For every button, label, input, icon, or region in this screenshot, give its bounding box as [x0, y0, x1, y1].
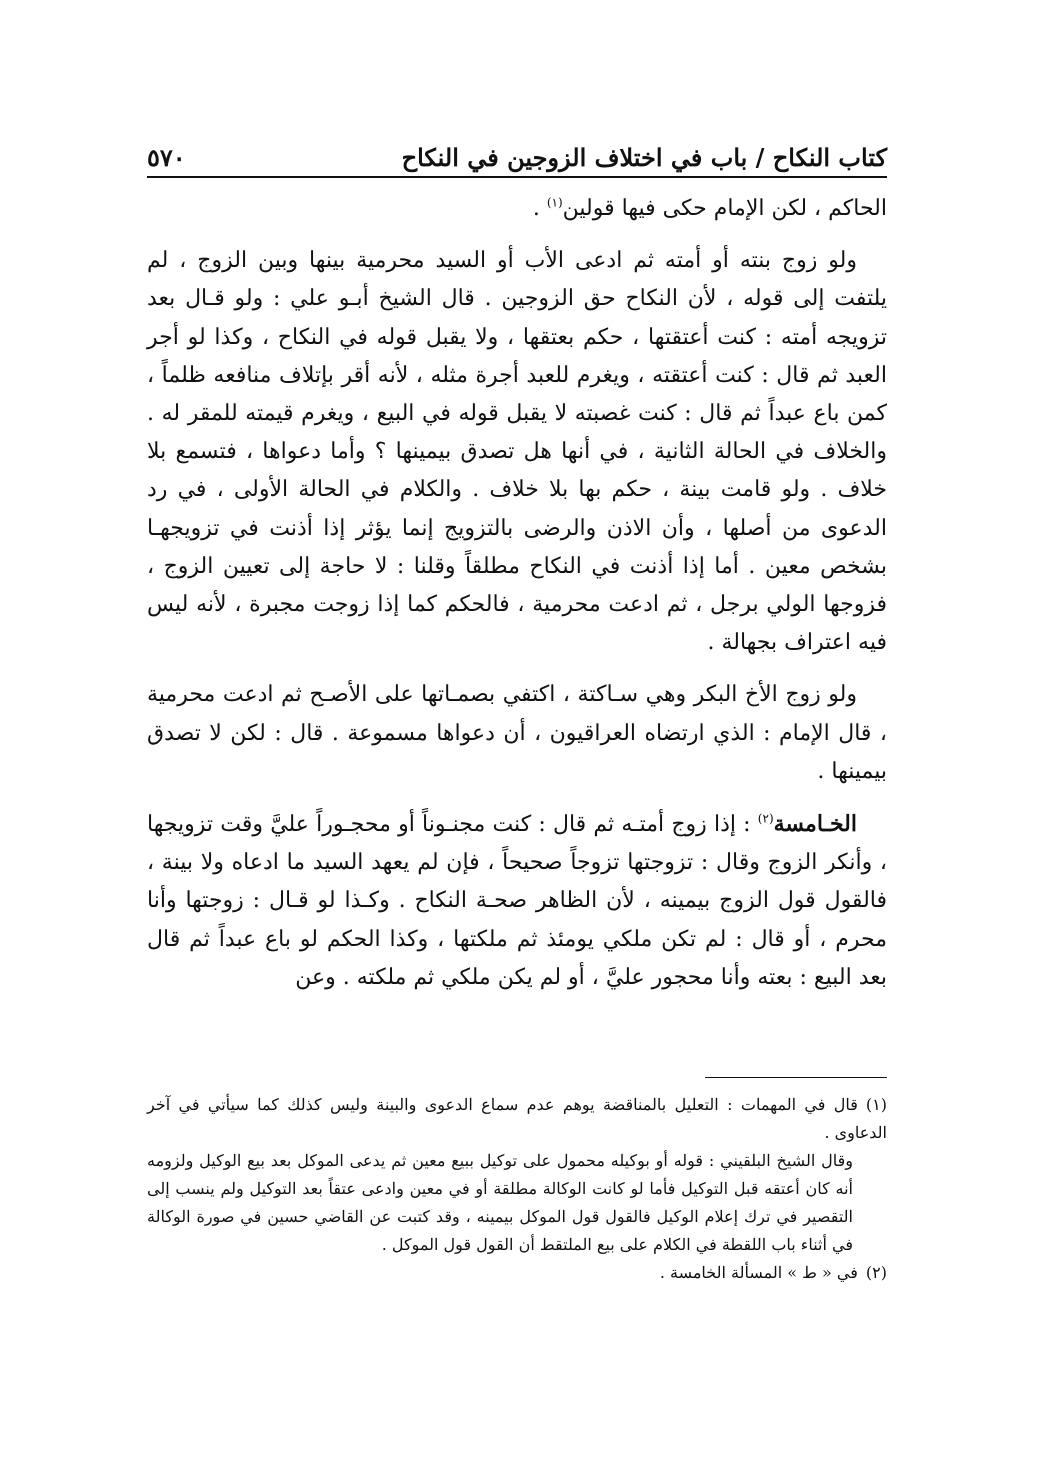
footnote-1-number: (١)	[865, 1095, 887, 1114]
paragraph-2: ولو زوج بنته أو أمته ثم ادعى الأب أو السيد محرمية بينها وبين الزوج ، لم يلتفت إلى قوله ، لأن النكاح حق الزوجين . قال الشيخ أبـو علي : ولو قـال بعد تزويجه أمته : كنت أعتقتها ، حكم بعتقها ، ولا يقبل قوله في النكاح ، وكذا لو أجر العبد ثم قال : كنت أعتقته ، ويغرم للعبد أجرة مثله ، لأنه أقر بإتلاف منافعه ظلماً ، كمن باع عبداً ثم قال : كنت غصبته لا يقبل قوله في البيع ، ويغرم قيمته للمقر له . والخلاف في الحالة الثانية ، في أنها هل تصدق بيمينها ؟ وأما دعواها ، فتسمع بلا خلاف . ولو قامت بينة ، حكم بها بلا خلاف . والكلام في الحالة الأولى ، في رد الدعوى من أصلها ، وأن الاذن والرضى بالتزويج إنما يؤثر إذا أذنت في تزويجهـا بشخص معين . أما إذا أذنت في النكاح مطلقاً وقلنا : لا حاجة إلى تعيين الزوج ، فزوجها الولي برجل ، ثم ادعت محرمية ، فالحكم كما إذا زوجت مجبرة ، لأنه ليس فيه اعتراف بجهالة .	[147, 248, 888, 656]
footnote-1: (١)قال في المهمات : التعليل بالمناقضة يوهم عدم سماع الدعوى والبينة وليس كذلك كما سيأتي في آخر الدعاوى .	[147, 1095, 887, 1142]
footnote-2: (٢)في « ط » المسألة الخامسة .	[659, 1263, 887, 1282]
main-text	[147, 190, 887, 1011]
page-number: ٥٧٠	[147, 143, 186, 172]
footnote-rule	[705, 1077, 887, 1078]
section-heading: الخـامسة	[773, 811, 857, 838]
paragraph-4: الخـامسة$^{(٢)}$ : إذا زوج أمتـه ثم قال : كنت مجنـوناً أو محجـوراً عليَّ وقت تزويجها ، وأنكر الزوج وقال : تزوجتها تزوجاً صحيحاً ، فإن لم يعهد السيد ما ادعاه ولا بينة ، فالقول قول الزوج بيمينه ، لأن الظاهر صحـة النكاح . وكـذا لو قـال : زوجتها وأنا محرم ، أو قال : لم تكن ملكي يومئذ ثم ملكتها ، وكذا الحكم لو باع عبداً ثم قال بعد البيع : بعته وأنا محجور عليَّ ، أو لم يكن ملكي ثم ملكته . وعن	[147, 811, 887, 990]
paragraph-1: الحاكم ، لكن الإمام حكى فيها قولين$^{(١)}$ .	[532, 195, 887, 221]
footnote-2-number: (٢)	[865, 1263, 887, 1282]
paragraph-3: ولو زوج الأخ البكر وهي سـاكتة ، اكتفي بصمـاتها على الأصـح ثم ادعت محرمية ، قال الإمام : الذي ارتضاه العراقيون ، أن دعواها مسموعة . قال : لكن لا تصدق بيمينها .	[147, 682, 887, 784]
footnote-ref-2[interactable]: (٢)	[757, 811, 774, 826]
footnotes	[147, 1091, 887, 1287]
running-header	[147, 128, 887, 172]
footnote-1-continued: وقال الشيخ البلقيني : قوله أو بوكيله محمول على توكيل ببيع معين ثم يدعى الموكل بعد بيع الوكيل ولزومه أنه كان أعتقه قبل التوكيل فأما لو كانت الوكالة مطلقة أو في معين وادعى عتقاً بعد التوكيل ولم ينسب إلى التقصير في ترك إعلام الوكيل فالقول قول الموكل بيمينه ، وقد كتبت عن القاضي حسين في صورة الوكالة في أثناء باب اللقطة في الكلام على بيع الملتقط أن القول قول الموكل .	[147, 1151, 854, 1254]
header-rule	[147, 176, 887, 178]
header-title: كتاب النكاح / باب في اختلاف الزوجين في النكاح	[401, 143, 887, 172]
footnote-ref-1[interactable]: (١)	[546, 195, 563, 210]
